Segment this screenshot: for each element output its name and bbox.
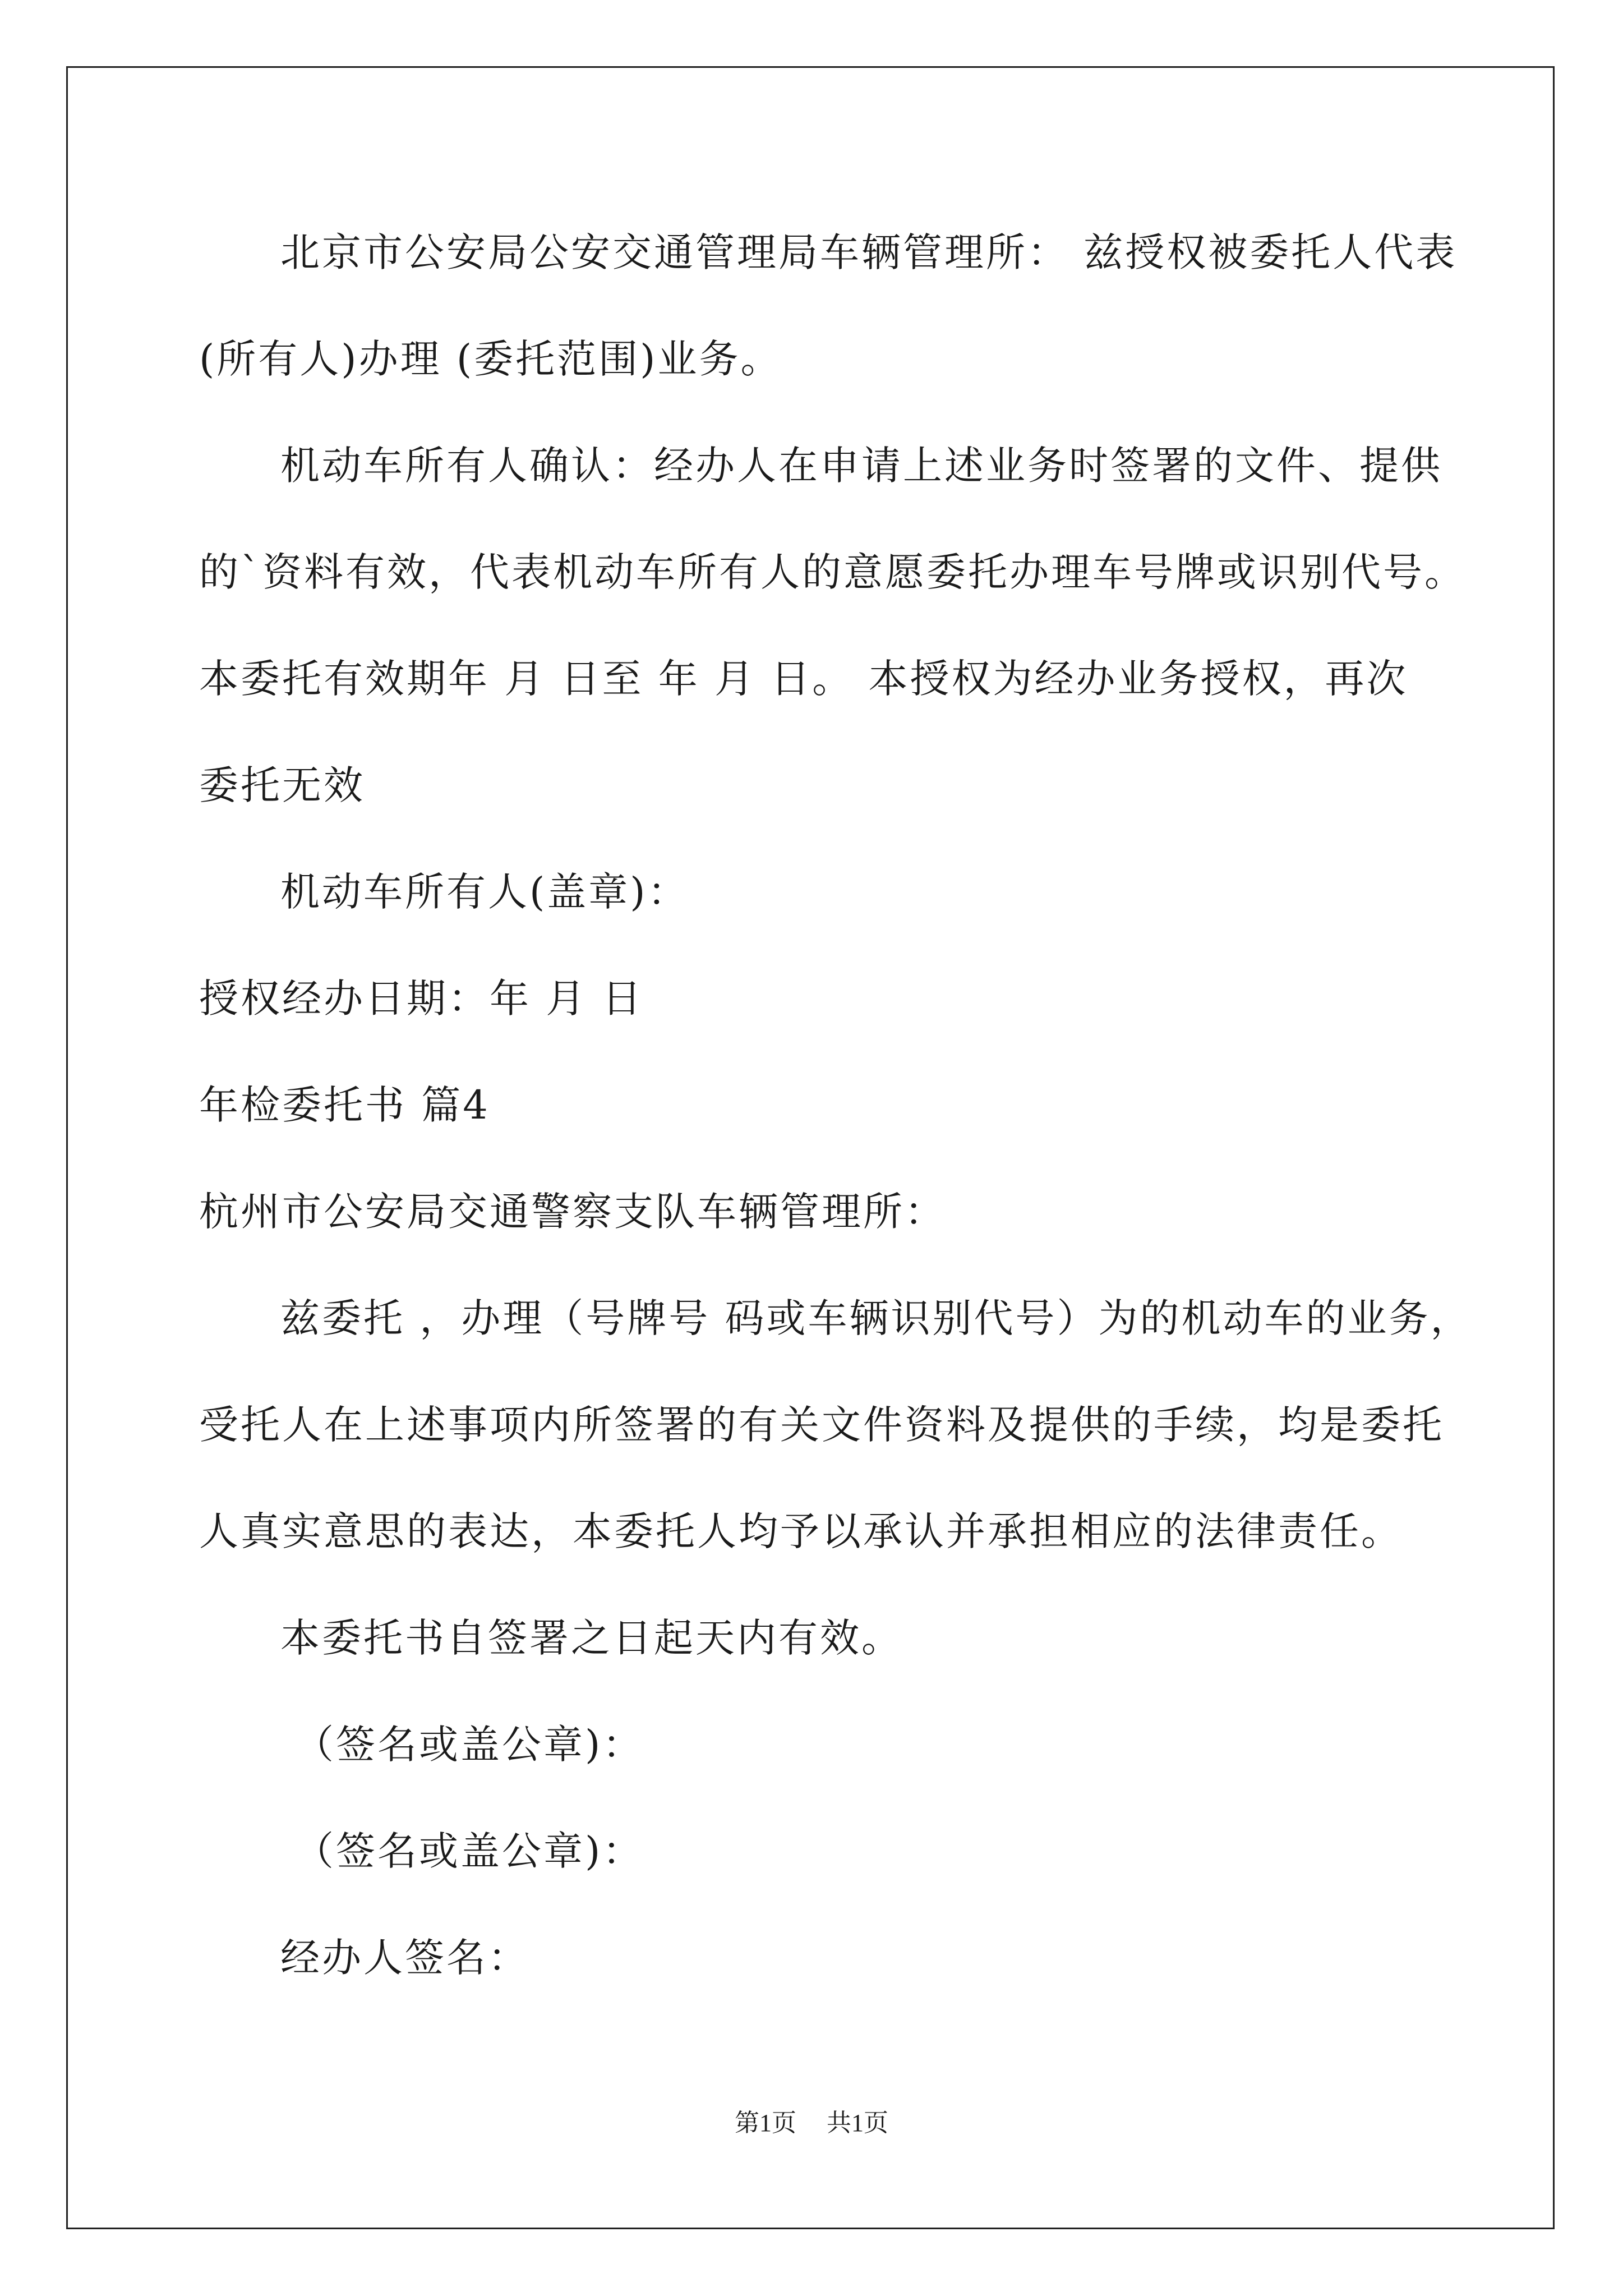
page-total: 共1页	[827, 2109, 888, 2137]
paragraph-line: 委托无效	[199, 762, 365, 808]
paragraph-line: 北京市公安局公安交通管理局车辆管理所： 兹授权被委托人代表	[280, 229, 1458, 275]
paragraph-line: 本委托有效期年 月 日至 年 月 日。 本授权为经办业务授权，再次	[199, 656, 1408, 702]
signature-line: （签名或盖公章)：	[294, 1722, 644, 1768]
signature-line-owner: 机动车所有人(盖章)：	[280, 869, 689, 915]
paragraph-line: (所有人)办理 (委托范围)业务。	[199, 336, 782, 382]
paragraph-line: 的`资料有效，代表机动车所有人的意愿委托办理车号牌或识别代号。	[199, 549, 1466, 595]
page-border	[66, 66, 1555, 2229]
section-heading: 年检委托书 篇4	[199, 1082, 490, 1128]
page-number: 第1页	[735, 2109, 796, 2137]
addressee-line: 杭州市公安局交通警察支队车辆管理所：	[199, 1189, 946, 1235]
handler-signature-line: 经办人签名：	[280, 1935, 529, 1981]
paragraph-line: 人真实意思的表达，本委托人均予以承认并承担相应的法律责任。	[199, 1508, 1403, 1554]
signature-line: （签名或盖公章)：	[294, 1828, 644, 1874]
paragraph-line: 兹委托 ，办理（号牌号 码或车辆识别代号）为的机动车的业务，	[280, 1295, 1472, 1341]
page-footer	[0, 2106, 1623, 2140]
date-line: 授权经办日期：年 月 日	[199, 976, 644, 1022]
paragraph-line: 受托人在上述事项内所签署的有关文件资料及提供的手续，均是委托	[199, 1402, 1444, 1448]
paragraph-line: 机动车所有人确认：经办人在申请上述业务时签署的文件、提供	[280, 443, 1442, 489]
validity-line: 本委托书自签署之日起天内有效。	[280, 1615, 903, 1661]
